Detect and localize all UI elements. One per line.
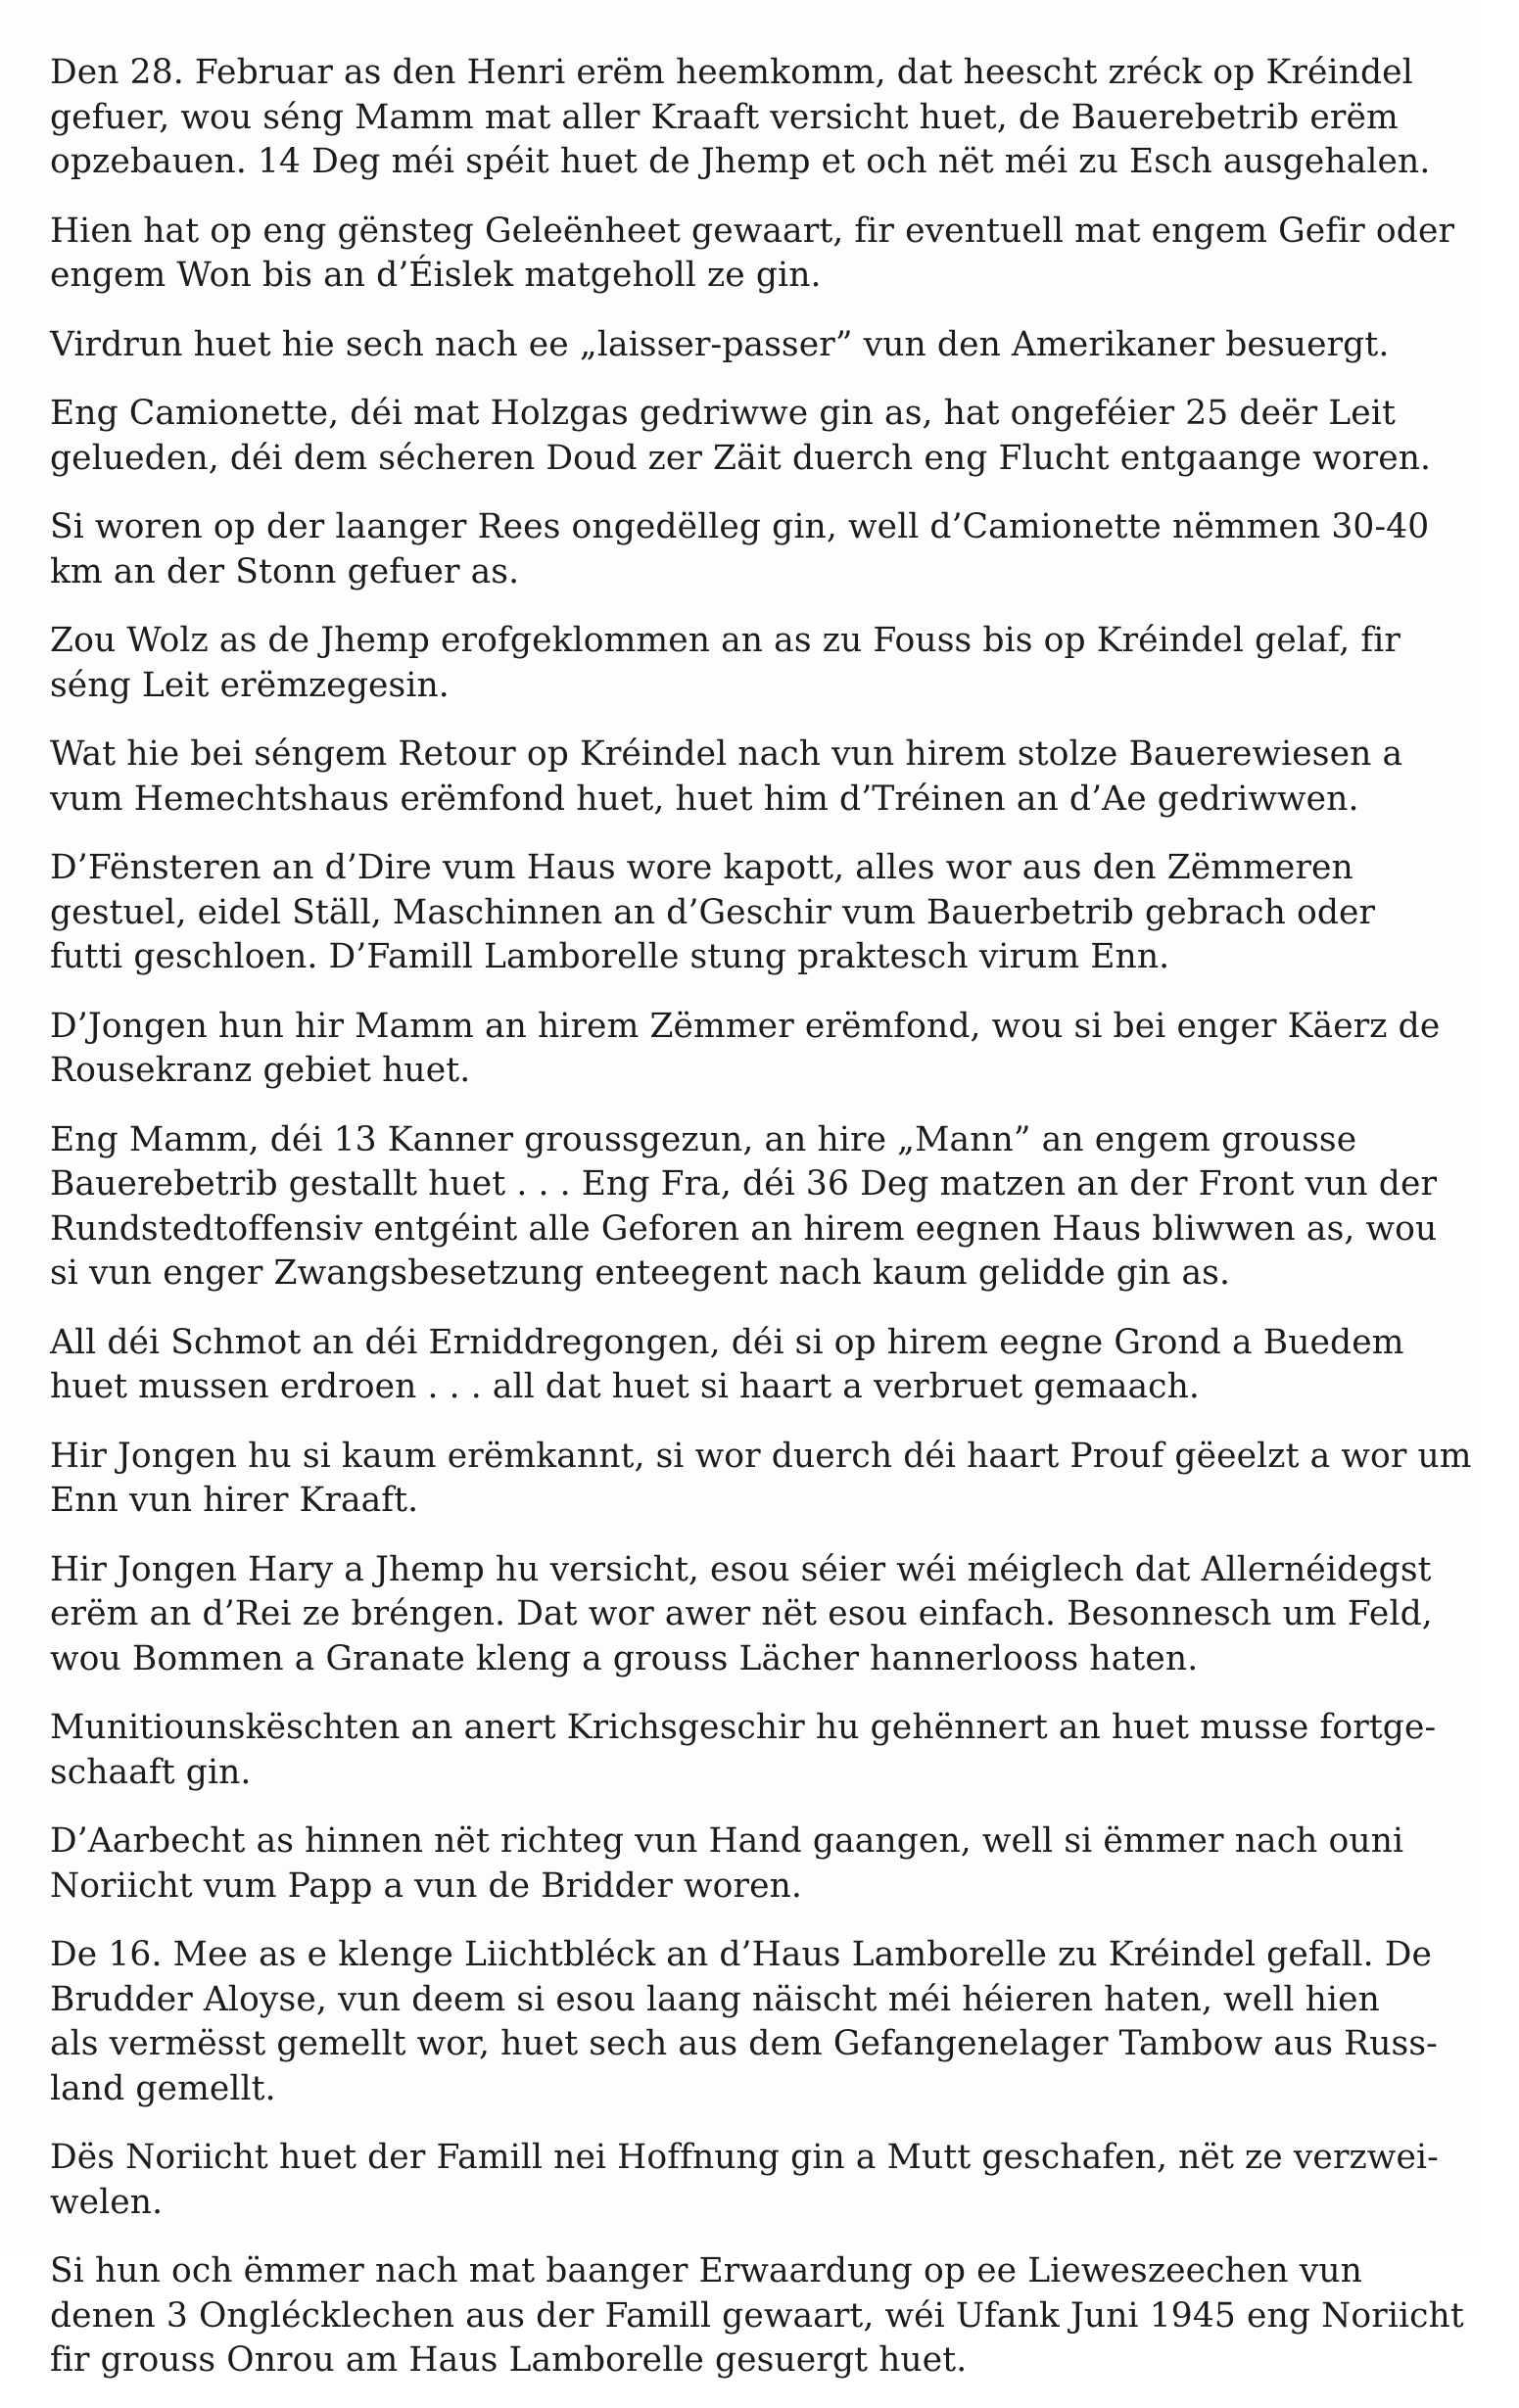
text-line: Bauerebetrib gestallt huet . . . Eng Fra, déi 36 Deg matzen an der Front vun der [50, 1164, 1438, 1204]
text-line: Virdrun huet hie sech nach ee „laisser-passer” vun den Amerikaner besuergt. [50, 324, 1390, 364]
text-line: engem Won bis an d’Éislek matgeholl ze gin. [50, 256, 822, 295]
text-line: huet mussen erdroen . . . all dat huet si haart a verbruet gemaach. [50, 1367, 1200, 1406]
paragraph [50, 323, 1519, 368]
paragraph [50, 1118, 1519, 1297]
paragraph [50, 1435, 1519, 1524]
text-line: wou Bommen a Granate kleng a grouss Lächer hannerlooss haten. [50, 1638, 1199, 1678]
paragraph [50, 1933, 1519, 2111]
text-line: als vermësst gemellt wor, huet sech aus dem Gefangenelager Tambow aus Russ- [50, 2024, 1438, 2063]
text-line: Hir Jongen hu si kaum erëmkannt, si wor duerch déi haart Prouf gëeelzt a wor um [50, 1436, 1472, 1476]
text-line: Eng Camionette, déi mat Holzgas gedriwwe gin as, hat ongeféier 25 deër Leit [50, 394, 1396, 433]
text-line: Den 28. Februar as den Henri erëm heemkomm, dat heescht zréck op Kréindel [50, 53, 1413, 92]
paragraph [50, 1321, 1519, 1410]
text-line: Enn vun hirer Kraaft. [50, 1481, 419, 1520]
text-line: D’Fënsteren an d’Dire vum Haus wore kapott, alles wor aus den Zëmmeren [50, 848, 1353, 887]
text-line: All déi Schmot an déi Erniddregongen, déi si op hirem eegne Grond a Buedem [50, 1322, 1404, 1362]
text-line: opzebauen. 14 Deg méi spéit huet de Jhemp et och nët méi zu Esch ausgehalen. [50, 142, 1431, 181]
text-line: denen 3 Onglécklechen aus der Famill gewaart, wéi Ufank Juni 1945 eng Noriicht [50, 2295, 1464, 2336]
paragraph [50, 51, 1519, 185]
text-line: km an der Stonn gefuer as. [50, 551, 520, 591]
paragraph [50, 1005, 1519, 1094]
text-line: Rousekranz gebiet huet. [50, 1051, 471, 1090]
paragraph [50, 846, 1519, 980]
paragraph [50, 1819, 1519, 1909]
text-line: Dës Noriicht huet der Famill nei Hoffnung gin a Mutt geschafen, nët ze verzwei- [50, 2138, 1439, 2177]
text-line: si vun enger Zwangsbesetzung enteegent nach kaum gelidde gin as. [50, 1253, 1231, 1293]
text-line: Munitiounskëschten an anert Krichsgeschir hu gehënnert an huet musse fortge- [50, 1708, 1437, 1747]
text-line: gestuel, eidel Ställ, Maschinnen an d’Geschir vum Bauerbetrib gebrach oder [50, 892, 1376, 932]
text-line: fir grouss Onrou am Haus Lamborelle gesuergt huet. [50, 2340, 968, 2380]
text-line: Hir Jongen Hary a Jhemp hu versicht, esou séier wéi méiglech dat Allernéidegst [50, 1549, 1432, 1589]
text-line: schaaft gin. [50, 1752, 252, 1792]
text-line: Si hun och ëmmer nach mat baanger Erwaardung op ee Lieweszeechen vun [50, 2251, 1363, 2290]
paragraph [50, 392, 1519, 481]
text-line: séng Leit erëmzegesin. [50, 665, 450, 705]
paragraph [50, 1706, 1519, 1795]
text-line: Zou Wolz as de Jhemp erofgeklommen an as zu Fouss bis op Kréindel gelaf, fir [50, 621, 1400, 660]
text-line: welen. [50, 2182, 164, 2222]
text-line: D’Aarbecht as hinnen nët richteg vun Hand gaangen, well si ëmmer nach ouni [50, 1821, 1404, 1861]
text-line: Brudder Aloyse, vun deem si esou laang näischt méi héieren haten, well hien [50, 1979, 1380, 2019]
text-line: Hien hat op eng gënsteg Geleënheet gewaart, fir eventuell mat engem Gefir oder [50, 211, 1455, 251]
text-line: gefuer, wou séng Mamm mat aller Kraaft versicht huet, de Bauerebetrib erëm [50, 97, 1399, 137]
text-line: Rundstedtoffensiv entgéint alle Geforen an hirem eegnen Haus bliwwen as, wou [50, 1208, 1438, 1249]
paragraph [50, 619, 1519, 708]
paragraph [50, 2136, 1519, 2225]
paragraph [50, 210, 1519, 299]
text-line: Noriicht vum Papp a vun de Bridder woren. [50, 1865, 802, 1906]
text-line: Eng Mamm, déi 13 Kanner groussgezun, an hire „Mann” an engem grousse [50, 1119, 1357, 1159]
text-line: De 16. Mee as e klenge Liichtbléck an d’Haus Lamborelle zu Kréindel gefall. De [50, 1935, 1433, 1974]
text-line: land gemellt. [50, 2068, 276, 2108]
paragraph [50, 1548, 1519, 1682]
text-line: D’Jongen hun hir Mamm an hirem Zëmmer erëmfond, wou si bei enger Käerz de [50, 1006, 1441, 1046]
paragraph [50, 732, 1519, 822]
body-text [50, 51, 1519, 2408]
text-line: gelueden, déi dem sécheren Doud zer Zäit duerch eng Flucht entgaange woren. [50, 438, 1432, 478]
text-line: futti geschloen. D’Famill Lamborelle stung praktesch virum Enn. [50, 937, 1170, 976]
paragraph [50, 2249, 1519, 2384]
paragraph [50, 505, 1519, 594]
text-line: Si woren op der laanger Rees ongedëlleg gin, well d’Camionette nëmmen 30-40 [50, 507, 1430, 546]
text-line: erëm an d’Rei ze bréngen. Dat wor awer nët esou einfach. Besonnesch um Feld, [50, 1594, 1433, 1633]
text-line: vum Hemechtshaus erëmfond huet, huet him d’Tréinen an d’Ae gedriwwen. [50, 779, 1359, 819]
text-line: Wat hie bei séngem Retour op Kréindel nach vun hirem stolze Bauerewiesen a [50, 734, 1403, 774]
